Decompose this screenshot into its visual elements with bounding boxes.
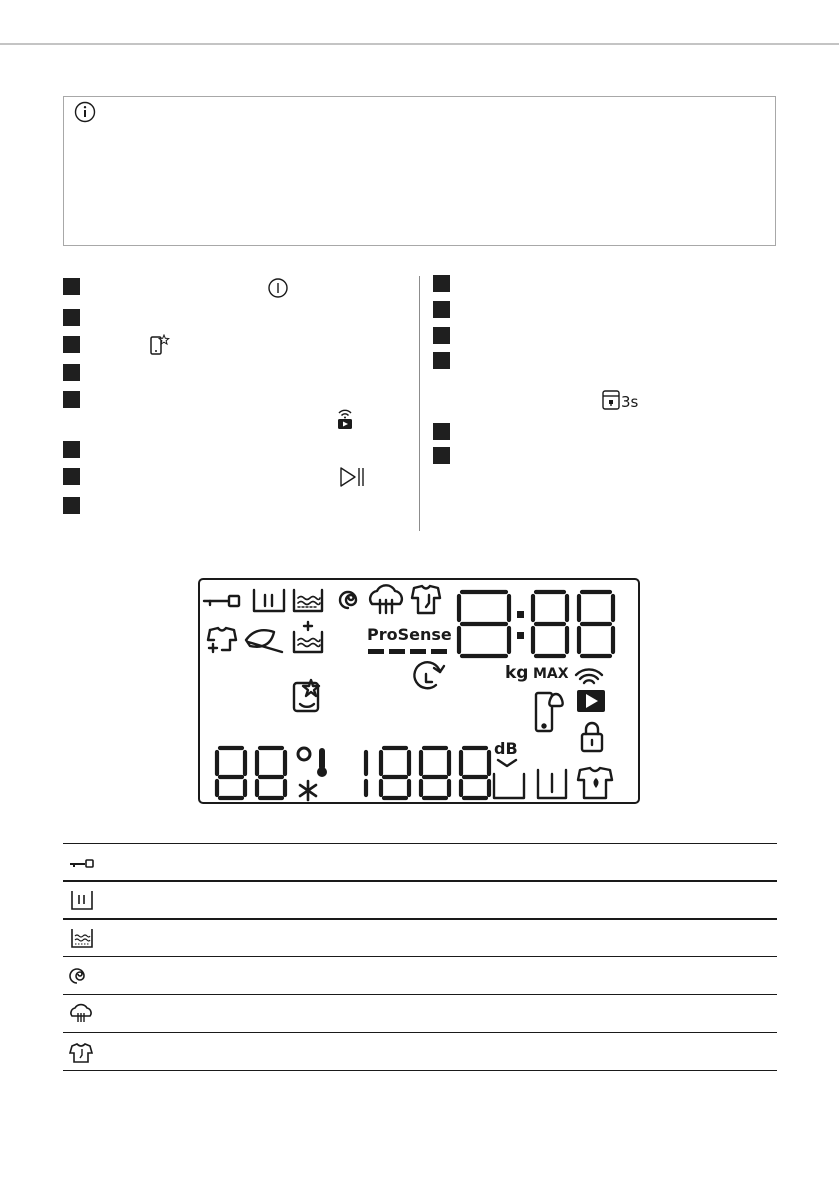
child-lock-3s-icon (602, 390, 620, 410)
prewash-icon (68, 888, 96, 912)
steam-icon (370, 585, 402, 613)
list-bullet-square (63, 391, 80, 408)
power-icon (267, 277, 289, 299)
favourite-icon (294, 680, 319, 711)
cold-wash-icon (300, 781, 316, 800)
detergent-drawer-icon (494, 760, 524, 798)
table-row (63, 881, 777, 919)
list-bullet-square (433, 301, 450, 318)
list-bullet-square (63, 441, 80, 458)
display-panel-segments (198, 578, 640, 804)
extra-care-shirt-icon (208, 628, 236, 652)
temp-digits (217, 748, 285, 798)
door-lock-key-icon (68, 850, 96, 874)
list-bullet-square (63, 309, 80, 326)
wifi-icon (576, 669, 602, 683)
list-bullet-square (63, 364, 80, 381)
remote-start-icon (335, 406, 355, 430)
db-label: dB (494, 739, 518, 758)
spin-icon (68, 964, 96, 988)
thermometer-icon (317, 748, 327, 777)
list-bullet-square (433, 447, 450, 464)
prewash-icon (254, 590, 284, 611)
column-divider (419, 276, 420, 531)
table-rule (63, 1070, 777, 1071)
time-delay-icon (414, 662, 444, 688)
start-pause-icon (339, 466, 365, 488)
table-row (63, 995, 777, 1033)
table-row (63, 843, 777, 881)
door-lock-key-icon (204, 596, 239, 606)
time-colon (517, 611, 524, 639)
table-row (63, 1033, 777, 1071)
stain-shirt-icon (412, 586, 440, 613)
steam-icon (68, 1002, 96, 1026)
list-bullet-square (433, 275, 450, 292)
soak-rinse-icon (68, 926, 96, 950)
table-row (63, 919, 777, 957)
list-bullet-square (63, 278, 80, 295)
eco-leaf-icon (246, 630, 282, 652)
extra-rinse-icon (294, 622, 322, 652)
list-bullet-square (433, 423, 450, 440)
info-box (63, 96, 776, 246)
list-bullet-square (63, 336, 80, 353)
child-lock-icon (582, 723, 602, 751)
prewash-indicator-icon (538, 770, 566, 798)
hold-duration-label: 3s (621, 393, 639, 411)
info-icon (74, 101, 96, 123)
spin-digits (366, 748, 489, 798)
stain-shirt-icon (68, 1040, 96, 1064)
favourite-phone-icon (150, 334, 170, 356)
phone-notification-icon (536, 693, 563, 731)
kg-label: kg (505, 663, 529, 683)
table-row (63, 957, 777, 995)
list-bullet-square (63, 497, 80, 514)
soak-rinse-icon (294, 590, 322, 611)
degree-symbol (298, 748, 310, 760)
spin-icon (340, 592, 356, 608)
time-digits (459, 592, 613, 656)
prosense-bars (368, 649, 447, 654)
remote-play-icon (577, 690, 605, 712)
list-bullet-square (433, 352, 450, 369)
list-bullet-square (433, 327, 450, 344)
max-label: MAX (533, 666, 569, 682)
list-bullet-square (63, 468, 80, 485)
prosense-label: ProSense (367, 625, 452, 644)
